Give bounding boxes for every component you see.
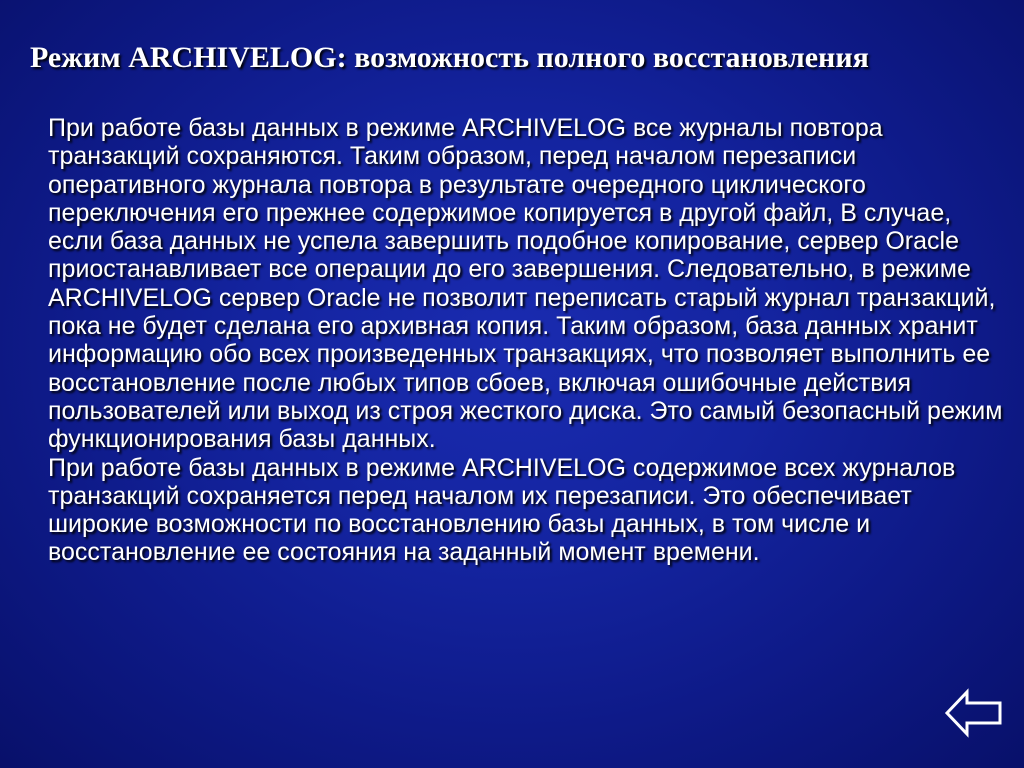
back-button[interactable] [945,688,1003,738]
slide-body [48,114,1008,567]
left-arrow-icon [945,688,1003,738]
body-paragraph-2: При работе базы данных в режиме ARCHIVELOG содержимое всех журналов транзакций сохраняется перед началом их перезаписи. Это обеспечивает широкие возможности по восстановлению базы данных, в том числе и восстановление ее состояния на заданный момент времени. [48,453,956,567]
body-paragraph-1: При работе базы данных в режиме ARCHIVELOG все журналы повтора транзакций сохраняются. Таким образом, перед началом перезаписи оперативного журнала повтора в результате очередного циклического переключения его прежнее содержимое копируется в другой файл, В случае, если база данных не успела завершить подобное копирование, сервер Oracle приостанавливает все операции до его завершения. Следовательно, в режиме ARCHIVELOG сервер Oracle не позволит переписать старый журнал транзакций, пока не будет сделана его архивная копия. Таким образом, база данных хранит информацию обо всех произведенных транзакциях, что позволяет выполнить ее восстановление после любых типов сбоев, включая ошибочные действия пользователей или выход из строя жесткого диска. Это самый безопасный режим функционирования базы данных. [48,114,1003,454]
slide-title: Режим ARCHIVELOG: возможность полного восстановления [30,41,869,74]
